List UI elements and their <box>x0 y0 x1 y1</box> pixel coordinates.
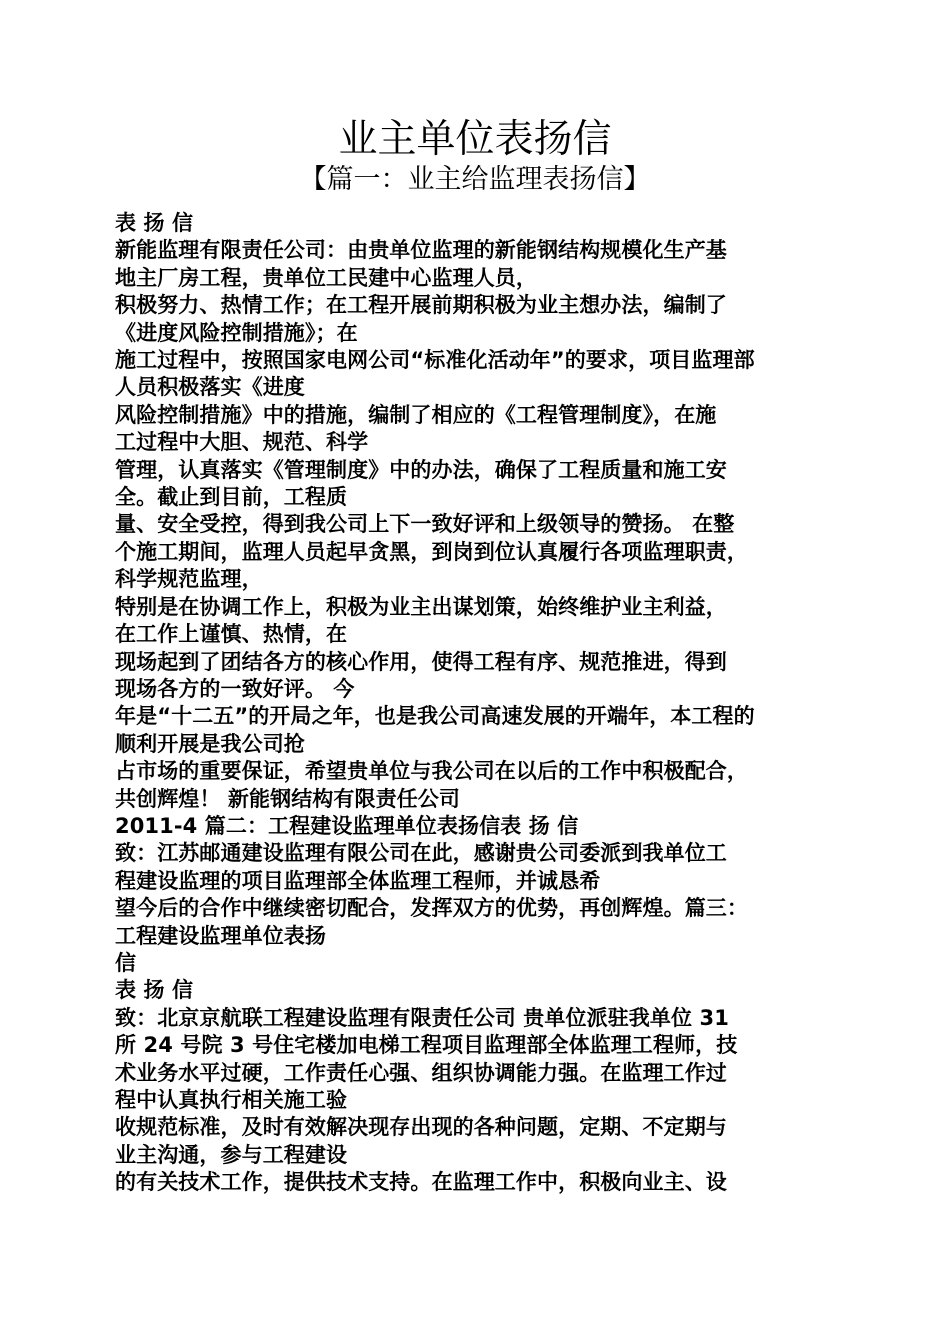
text-line: 致：江苏邮通建设监理有限公司在此，感谢贵公司委派到我单位工 <box>115 841 727 866</box>
text-line: 管理，认真落实《管理制度》中的办法，确保了工程质量和施工安 <box>115 457 727 482</box>
text-line: 现场各方的一致好评。 今 <box>115 676 355 701</box>
text-line: 工过程中大胆、规范、科学 <box>115 430 369 455</box>
text-line: 科学规范监理， <box>115 567 263 592</box>
text-line: 积极努力、热情工作；在工程开展前期积极为业主想办法，编制了 <box>115 293 727 318</box>
document-body <box>115 210 845 1197</box>
text-line: 望今后的合作中继续密切配合，发挥双方的优势，再创辉煌。篇三： <box>115 896 748 921</box>
text-line: 表 扬 信 <box>115 211 194 235</box>
text-line: 《进度风险控制措施》；在 <box>115 320 358 345</box>
text-line: 顺利开展是我公司抢 <box>115 731 305 756</box>
text-line: 在工作上谨慎、热情，在 <box>115 622 348 647</box>
text-line: 风险控制措施》中的措施，编制了相应的《工程管理制度》，在施 <box>115 402 717 427</box>
document-subtitle: 【篇一：业主给监理表扬信】 <box>299 164 651 195</box>
text-line: 程中认真执行相关施工验 <box>115 1088 348 1112</box>
text-line: 人员积极落实《进度 <box>115 375 305 400</box>
text-line: 术业务水平过硬，工作责任心强、组织协调能力强。在监理工作过 <box>115 1060 727 1085</box>
text-line: 表 扬 信 <box>115 978 194 1003</box>
text-line: 特别是在协调工作上，积极为业主出谋划策，始终维护业主利益， <box>115 594 727 619</box>
text-line: 量、安全受控，得到我公司上下一致好评和上级领导的赞扬。 在整 <box>115 512 735 537</box>
text-line: 的有关技术工作，提供技术支持。在监理工作中，积极向业主、设 <box>115 1170 727 1195</box>
text-line: 信 <box>115 950 137 975</box>
text-line: 施工过程中，按照国家电网公司“标准化活动年”的要求，项目监理部 <box>115 348 755 373</box>
text-line: 2011-4 篇二：工程建设监理单位表扬信表 扬 信 <box>115 813 579 838</box>
text-line: 年是“十二五”的开局之年，也是我公司高速发展的开端年，本工程的 <box>115 704 755 729</box>
text-line: 程建设监理的项目监理部全体监理工程师，并诚恳希 <box>115 868 601 893</box>
text-line: 全。截止到目前，工程质 <box>115 485 348 510</box>
text-line: 新能监理有限责任公司：由贵单位监理的新能钢结构规模化生产基 <box>115 238 727 263</box>
text-line: 业主沟通，参与工程建设 <box>115 1142 348 1167</box>
text-line: 现场起到了团结各方的核心作用，使得工程有序、规范推进，得到 <box>115 649 727 674</box>
text-line: 个施工期间，监理人员起早贪黑，到岗到位认真履行各项监理职责， <box>115 539 748 564</box>
text-line: 所 24 号院 3 号住宅楼加电梯工程项目监理部全体监理工程师，技 <box>115 1033 738 1058</box>
text-line: 工程建设监理单位表扬 <box>115 923 326 948</box>
text-line: 占市场的重要保证，希望贵单位与我公司在以后的工作中积极配合， <box>115 759 748 784</box>
document-title: 业主单位表扬信 <box>338 117 612 162</box>
text-line: 共创辉煌！ 新能钢结构有限责任公司 <box>115 786 461 811</box>
text-line: 地主厂房工程，贵单位工民建中心监理人员， <box>115 265 537 290</box>
text-line: 收规范标准，及时有效解决现存出现的各种问题，定期、不定期与 <box>115 1115 727 1140</box>
text-line: 致：北京京航联工程建设监理有限责任公司 贵单位派驻我单位 31 <box>115 1005 729 1030</box>
